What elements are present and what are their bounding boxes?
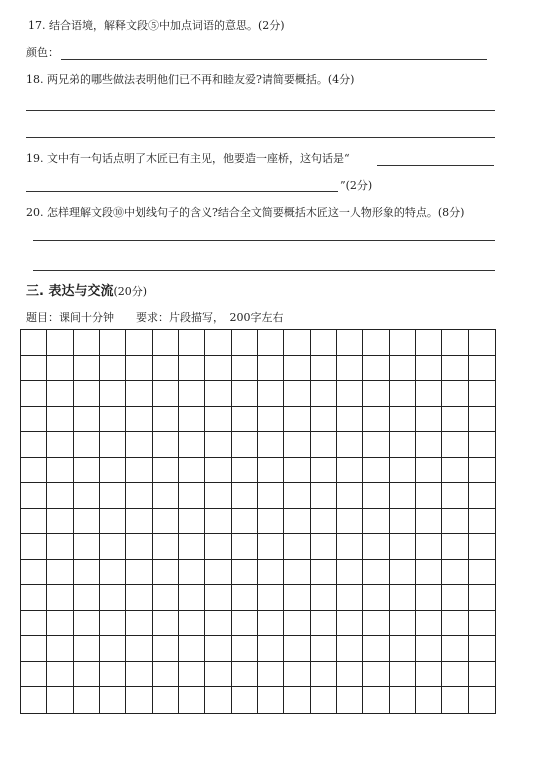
grid-cell[interactable] xyxy=(284,687,310,713)
grid-cell[interactable] xyxy=(469,356,495,382)
grid-cell[interactable] xyxy=(469,560,495,586)
grid-cell[interactable] xyxy=(311,585,337,611)
grid-cell[interactable] xyxy=(21,458,47,484)
grid-cell[interactable] xyxy=(232,585,258,611)
grid-cell[interactable] xyxy=(258,356,284,382)
grid-cell[interactable] xyxy=(21,356,47,382)
grid-cell[interactable] xyxy=(258,636,284,662)
grid-cell[interactable] xyxy=(337,611,363,637)
grid-cell[interactable] xyxy=(179,458,205,484)
grid-cell[interactable] xyxy=(126,534,152,560)
grid-cell[interactable] xyxy=(416,458,442,484)
grid-cell[interactable] xyxy=(311,560,337,586)
grid-cell[interactable] xyxy=(258,585,284,611)
writing-grid[interactable] xyxy=(20,329,496,714)
grid-cell[interactable] xyxy=(390,483,416,509)
grid-cell[interactable] xyxy=(469,381,495,407)
grid-cell[interactable] xyxy=(258,509,284,535)
grid-cell[interactable] xyxy=(153,611,179,637)
grid-cell[interactable] xyxy=(390,509,416,535)
grid-cell[interactable] xyxy=(390,560,416,586)
grid-cell[interactable] xyxy=(390,407,416,433)
grid-cell[interactable] xyxy=(205,560,231,586)
grid-cell[interactable] xyxy=(363,483,389,509)
grid-cell[interactable] xyxy=(74,330,100,356)
grid-cell[interactable] xyxy=(311,636,337,662)
grid-cell[interactable] xyxy=(469,662,495,688)
grid-cell[interactable] xyxy=(153,560,179,586)
grid-cell[interactable] xyxy=(21,483,47,509)
grid-cell[interactable] xyxy=(416,662,442,688)
grid-cell[interactable] xyxy=(179,662,205,688)
grid-cell[interactable] xyxy=(311,356,337,382)
grid-cell[interactable] xyxy=(74,687,100,713)
grid-cell[interactable] xyxy=(21,636,47,662)
grid-cell[interactable] xyxy=(100,356,126,382)
grid-cell[interactable] xyxy=(205,407,231,433)
grid-cell[interactable] xyxy=(337,687,363,713)
grid-cell[interactable] xyxy=(469,330,495,356)
q20-answer-line-1[interactable] xyxy=(33,240,495,241)
grid-cell[interactable] xyxy=(390,381,416,407)
grid-cell[interactable] xyxy=(126,687,152,713)
grid-cell[interactable] xyxy=(153,356,179,382)
grid-cell[interactable] xyxy=(469,636,495,662)
grid-cell[interactable] xyxy=(47,407,73,433)
grid-cell[interactable] xyxy=(442,636,468,662)
grid-cell[interactable] xyxy=(47,636,73,662)
grid-cell[interactable] xyxy=(126,509,152,535)
grid-cell[interactable] xyxy=(442,611,468,637)
grid-cell[interactable] xyxy=(469,458,495,484)
grid-cell[interactable] xyxy=(416,611,442,637)
grid-cell[interactable] xyxy=(232,611,258,637)
grid-cell[interactable] xyxy=(232,381,258,407)
grid-cell[interactable] xyxy=(179,687,205,713)
grid-cell[interactable] xyxy=(284,483,310,509)
grid-cell[interactable] xyxy=(390,611,416,637)
grid-cell[interactable] xyxy=(311,330,337,356)
q19-tail: ”(2分) xyxy=(340,179,373,192)
grid-cell[interactable] xyxy=(126,330,152,356)
grid-cell[interactable] xyxy=(100,585,126,611)
grid-cell[interactable] xyxy=(337,356,363,382)
grid-cell[interactable] xyxy=(179,534,205,560)
grid-cell[interactable] xyxy=(363,636,389,662)
grid-cell[interactable] xyxy=(100,509,126,535)
grid-cell[interactable] xyxy=(363,458,389,484)
grid-cell[interactable] xyxy=(126,381,152,407)
grid-cell[interactable] xyxy=(205,611,231,637)
grid-cell[interactable] xyxy=(363,585,389,611)
q18-prompt: 18. 两兄弟的哪些做法表明他们已不再和睦友爱?请简要概括。(4分) xyxy=(26,73,355,86)
grid-cell[interactable] xyxy=(284,432,310,458)
grid-cell[interactable] xyxy=(337,381,363,407)
grid-cell[interactable] xyxy=(232,330,258,356)
grid-cell[interactable] xyxy=(311,458,337,484)
grid-cell[interactable] xyxy=(74,662,100,688)
grid-cell[interactable] xyxy=(100,662,126,688)
grid-cell[interactable] xyxy=(179,330,205,356)
grid-cell[interactable] xyxy=(363,687,389,713)
grid-cell[interactable] xyxy=(442,458,468,484)
grid-cell[interactable] xyxy=(416,687,442,713)
grid-cell[interactable] xyxy=(21,534,47,560)
grid-cell[interactable] xyxy=(74,381,100,407)
grid-cell[interactable] xyxy=(21,560,47,586)
grid-cell[interactable] xyxy=(179,585,205,611)
grid-cell[interactable] xyxy=(100,611,126,637)
grid-cell[interactable] xyxy=(179,560,205,586)
grid-cell[interactable] xyxy=(311,687,337,713)
grid-cell[interactable] xyxy=(390,458,416,484)
grid-cell[interactable] xyxy=(21,381,47,407)
grid-cell[interactable] xyxy=(232,483,258,509)
grid-cell[interactable] xyxy=(21,407,47,433)
grid-cell[interactable] xyxy=(390,636,416,662)
grid-cell[interactable] xyxy=(153,636,179,662)
grid-cell[interactable] xyxy=(153,585,179,611)
grid-cell[interactable] xyxy=(469,611,495,637)
grid-cell[interactable] xyxy=(416,560,442,586)
grid-cell[interactable] xyxy=(205,636,231,662)
grid-cell[interactable] xyxy=(205,509,231,535)
grid-cell[interactable] xyxy=(47,534,73,560)
grid-cell[interactable] xyxy=(205,483,231,509)
grid-cell[interactable] xyxy=(284,407,310,433)
grid-cell[interactable] xyxy=(363,534,389,560)
grid-cell[interactable] xyxy=(100,458,126,484)
grid-cell[interactable] xyxy=(21,585,47,611)
grid-cell[interactable] xyxy=(153,407,179,433)
grid-cell[interactable] xyxy=(47,330,73,356)
grid-cell[interactable] xyxy=(363,407,389,433)
grid-cell[interactable] xyxy=(100,534,126,560)
grid-cell[interactable] xyxy=(258,687,284,713)
grid-cell[interactable] xyxy=(179,483,205,509)
grid-cell[interactable] xyxy=(284,458,310,484)
grid-cell[interactable] xyxy=(232,636,258,662)
grid-cell[interactable] xyxy=(205,662,231,688)
grid-cell[interactable] xyxy=(469,585,495,611)
grid-cell[interactable] xyxy=(100,330,126,356)
grid-cell[interactable] xyxy=(74,611,100,637)
grid-cell[interactable] xyxy=(442,483,468,509)
grid-cell[interactable] xyxy=(284,330,310,356)
grid-cell[interactable] xyxy=(416,407,442,433)
grid-cell[interactable] xyxy=(74,636,100,662)
grid-cell[interactable] xyxy=(258,483,284,509)
grid-cell[interactable] xyxy=(284,662,310,688)
grid-cell[interactable] xyxy=(311,534,337,560)
grid-cell[interactable] xyxy=(311,509,337,535)
q18-answer-line-1[interactable] xyxy=(26,110,495,111)
grid-cell[interactable] xyxy=(416,585,442,611)
grid-cell[interactable] xyxy=(284,534,310,560)
grid-cell[interactable] xyxy=(74,585,100,611)
grid-cell[interactable] xyxy=(126,662,152,688)
grid-cell[interactable] xyxy=(153,662,179,688)
grid-cell[interactable] xyxy=(205,458,231,484)
q19-prompt: 19. 文中有一句话点明了木匠已有主见，他要造一座桥，这句话是“ xyxy=(26,152,350,165)
grid-cell[interactable] xyxy=(469,432,495,458)
grid-cell[interactable] xyxy=(21,687,47,713)
grid-cell[interactable] xyxy=(442,356,468,382)
grid-cell[interactable] xyxy=(258,611,284,637)
grid-cell[interactable] xyxy=(74,407,100,433)
grid-cell[interactable] xyxy=(74,509,100,535)
grid-cell[interactable] xyxy=(337,407,363,433)
grid-cell[interactable] xyxy=(284,611,310,637)
grid-cell[interactable] xyxy=(311,432,337,458)
grid-cell[interactable] xyxy=(311,407,337,433)
grid-cell[interactable] xyxy=(390,330,416,356)
grid-cell[interactable] xyxy=(363,560,389,586)
grid-cell[interactable] xyxy=(47,560,73,586)
grid-cell[interactable] xyxy=(258,534,284,560)
grid-cell[interactable] xyxy=(416,636,442,662)
section3-task: 题目：课间十分钟 要求：片段描写， 200字左右 xyxy=(26,311,284,324)
q20-answer-line-2[interactable] xyxy=(33,270,495,271)
grid-cell[interactable] xyxy=(363,509,389,535)
grid-cell[interactable] xyxy=(337,636,363,662)
q17-answer-label: 颜色： xyxy=(26,46,59,59)
grid-cell[interactable] xyxy=(126,432,152,458)
grid-cell[interactable] xyxy=(126,636,152,662)
grid-cell[interactable] xyxy=(205,687,231,713)
grid-cell[interactable] xyxy=(258,560,284,586)
grid-cell[interactable] xyxy=(442,330,468,356)
grid-cell[interactable] xyxy=(47,687,73,713)
grid-cell[interactable] xyxy=(100,483,126,509)
grid-cell[interactable] xyxy=(337,560,363,586)
grid-cell[interactable] xyxy=(74,483,100,509)
grid-cell[interactable] xyxy=(205,534,231,560)
grid-cell[interactable] xyxy=(232,534,258,560)
q20-prompt: 20. 怎样理解文段⑩中划线句子的含义?结合全文简要概括木匠这一人物形象的特点。(8分) xyxy=(26,206,465,219)
grid-cell[interactable] xyxy=(442,407,468,433)
grid-cell[interactable] xyxy=(390,356,416,382)
grid-cell[interactable] xyxy=(126,611,152,637)
grid-cell[interactable] xyxy=(284,585,310,611)
grid-cell[interactable] xyxy=(258,407,284,433)
grid-cell[interactable] xyxy=(442,585,468,611)
grid-cell[interactable] xyxy=(74,458,100,484)
grid-cell[interactable] xyxy=(469,407,495,433)
grid-cell[interactable] xyxy=(363,611,389,637)
grid-cell[interactable] xyxy=(153,432,179,458)
grid-cell[interactable] xyxy=(258,432,284,458)
section3-title: 三. 表达与交流 xyxy=(26,284,114,299)
grid-cell[interactable] xyxy=(363,662,389,688)
grid-cell[interactable] xyxy=(100,560,126,586)
grid-cell[interactable] xyxy=(47,381,73,407)
grid-cell[interactable] xyxy=(232,458,258,484)
grid-cell[interactable] xyxy=(258,381,284,407)
grid-cell[interactable] xyxy=(442,381,468,407)
grid-cell[interactable] xyxy=(469,483,495,509)
q19-answer-line-1[interactable] xyxy=(377,165,494,166)
grid-cell[interactable] xyxy=(258,662,284,688)
grid-cell[interactable] xyxy=(258,458,284,484)
grid-cell[interactable] xyxy=(442,509,468,535)
grid-cell[interactable] xyxy=(363,432,389,458)
grid-cell[interactable] xyxy=(47,356,73,382)
grid-cell[interactable] xyxy=(100,381,126,407)
grid-cell[interactable] xyxy=(21,509,47,535)
grid-cell[interactable] xyxy=(232,560,258,586)
grid-cell[interactable] xyxy=(363,356,389,382)
grid-cell[interactable] xyxy=(74,356,100,382)
grid-cell[interactable] xyxy=(205,381,231,407)
grid-cell[interactable] xyxy=(469,534,495,560)
grid-cell[interactable] xyxy=(179,509,205,535)
grid-cell[interactable] xyxy=(337,330,363,356)
grid-cell[interactable] xyxy=(284,560,310,586)
grid-cell[interactable] xyxy=(311,662,337,688)
grid-cell[interactable] xyxy=(179,636,205,662)
grid-cell[interactable] xyxy=(232,509,258,535)
grid-cell[interactable] xyxy=(153,509,179,535)
grid-cell[interactable] xyxy=(205,585,231,611)
grid-cell[interactable] xyxy=(74,560,100,586)
grid-cell[interactable] xyxy=(469,687,495,713)
grid-cell[interactable] xyxy=(100,687,126,713)
grid-cell[interactable] xyxy=(126,458,152,484)
grid-cell[interactable] xyxy=(258,330,284,356)
grid-cell[interactable] xyxy=(416,509,442,535)
grid-cell[interactable] xyxy=(311,611,337,637)
grid-cell[interactable] xyxy=(126,560,152,586)
grid-cell[interactable] xyxy=(390,585,416,611)
grid-cell[interactable] xyxy=(337,534,363,560)
grid-cell[interactable] xyxy=(337,662,363,688)
grid-cell[interactable] xyxy=(126,356,152,382)
grid-cell[interactable] xyxy=(100,636,126,662)
grid-cell[interactable] xyxy=(47,483,73,509)
grid-cell[interactable] xyxy=(153,534,179,560)
grid-cell[interactable] xyxy=(205,432,231,458)
grid-cell[interactable] xyxy=(442,432,468,458)
grid-cell[interactable] xyxy=(442,560,468,586)
grid-cell[interactable] xyxy=(153,381,179,407)
grid-cell[interactable] xyxy=(284,381,310,407)
grid-cell[interactable] xyxy=(284,356,310,382)
grid-cell[interactable] xyxy=(390,432,416,458)
grid-cell[interactable] xyxy=(232,432,258,458)
grid-cell[interactable] xyxy=(337,458,363,484)
grid-cell[interactable] xyxy=(416,483,442,509)
grid-cell[interactable] xyxy=(153,687,179,713)
grid-cell[interactable] xyxy=(153,483,179,509)
grid-cell[interactable] xyxy=(416,381,442,407)
q19-answer-line-2[interactable] xyxy=(26,191,338,192)
grid-cell[interactable] xyxy=(47,611,73,637)
grid-cell[interactable] xyxy=(74,432,100,458)
grid-cell[interactable] xyxy=(337,509,363,535)
grid-cell[interactable] xyxy=(442,687,468,713)
grid-cell[interactable] xyxy=(100,407,126,433)
grid-cell[interactable] xyxy=(232,687,258,713)
grid-cell[interactable] xyxy=(284,509,310,535)
grid-cell[interactable] xyxy=(126,585,152,611)
grid-cell[interactable] xyxy=(21,611,47,637)
grid-cell[interactable] xyxy=(442,534,468,560)
grid-cell[interactable] xyxy=(337,483,363,509)
grid-cell[interactable] xyxy=(337,432,363,458)
grid-cell[interactable] xyxy=(363,330,389,356)
grid-cell[interactable] xyxy=(153,458,179,484)
grid-cell[interactable] xyxy=(126,483,152,509)
grid-cell[interactable] xyxy=(47,585,73,611)
section3-score: (20分) xyxy=(113,285,148,298)
grid-cell[interactable] xyxy=(390,687,416,713)
grid-cell[interactable] xyxy=(390,662,416,688)
grid-cell[interactable] xyxy=(232,407,258,433)
grid-cell[interactable] xyxy=(416,356,442,382)
grid-cell[interactable] xyxy=(126,407,152,433)
grid-cell[interactable] xyxy=(469,509,495,535)
grid-cell[interactable] xyxy=(179,356,205,382)
grid-cell[interactable] xyxy=(100,432,126,458)
grid-cell[interactable] xyxy=(363,381,389,407)
grid-cell[interactable] xyxy=(47,458,73,484)
grid-cell[interactable] xyxy=(205,330,231,356)
grid-cell[interactable] xyxy=(337,585,363,611)
grid-cell[interactable] xyxy=(21,432,47,458)
grid-cell[interactable] xyxy=(179,611,205,637)
grid-cell[interactable] xyxy=(74,534,100,560)
grid-cell[interactable] xyxy=(179,432,205,458)
grid-cell[interactable] xyxy=(21,330,47,356)
grid-cell[interactable] xyxy=(311,483,337,509)
grid-cell[interactable] xyxy=(311,381,337,407)
grid-cell[interactable] xyxy=(47,662,73,688)
section3-heading xyxy=(26,285,147,299)
grid-cell[interactable] xyxy=(179,407,205,433)
grid-cell[interactable] xyxy=(442,662,468,688)
grid-cell[interactable] xyxy=(153,330,179,356)
grid-cell[interactable] xyxy=(21,662,47,688)
grid-cell[interactable] xyxy=(179,381,205,407)
q18-answer-line-2[interactable] xyxy=(26,137,495,138)
grid-cell[interactable] xyxy=(47,432,73,458)
grid-cell[interactable] xyxy=(232,356,258,382)
grid-cell[interactable] xyxy=(416,534,442,560)
grid-cell[interactable] xyxy=(205,356,231,382)
grid-cell[interactable] xyxy=(284,636,310,662)
grid-cell[interactable] xyxy=(416,330,442,356)
grid-cell[interactable] xyxy=(232,662,258,688)
q17-prompt: 17. 结合语境，解释文段⑤中加点词语的意思。(2分) xyxy=(28,19,285,32)
grid-cell[interactable] xyxy=(416,432,442,458)
q17-answer-line[interactable] xyxy=(61,59,487,60)
grid-cell[interactable] xyxy=(47,509,73,535)
grid-cell[interactable] xyxy=(390,534,416,560)
